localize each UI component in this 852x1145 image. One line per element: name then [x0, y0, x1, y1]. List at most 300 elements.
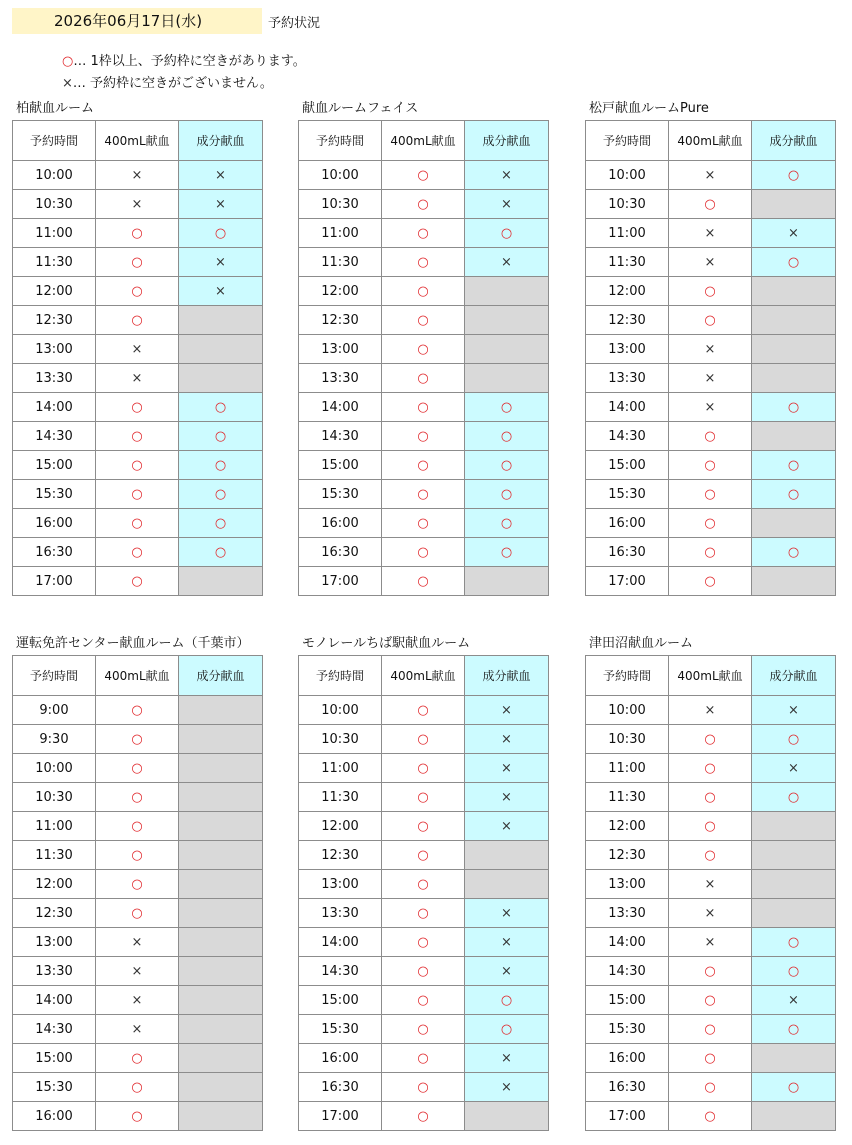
component-unavailable-cell [179, 725, 263, 754]
col-header-400ml: 400mL献血 [96, 121, 179, 161]
legend-available [62, 50, 306, 69]
whole-blood-status: ○ [669, 277, 752, 306]
table-row [299, 190, 549, 219]
table-row [13, 783, 263, 812]
whole-blood-status: × [96, 335, 179, 364]
header-row [13, 121, 263, 161]
table-row [299, 812, 549, 841]
component-unavailable-cell [179, 1073, 263, 1102]
component-unavailable-cell [465, 1102, 549, 1131]
whole-blood-status: ○ [96, 812, 179, 841]
component-unavailable-cell [179, 306, 263, 335]
whole-blood-status: ○ [96, 870, 179, 899]
header-row [13, 656, 263, 696]
table-row [586, 1073, 836, 1102]
component-status: ○ [752, 928, 836, 957]
whole-blood-status: ○ [669, 957, 752, 986]
legend-available-symbol: ○ [62, 54, 74, 69]
time-cell: 17:00 [299, 567, 382, 596]
component-status: × [465, 161, 549, 190]
col-header-400ml: 400mL献血 [669, 121, 752, 161]
time-cell: 13:30 [586, 364, 669, 393]
whole-blood-status: ○ [382, 1044, 465, 1073]
col-header-component: 成分献血 [465, 121, 549, 161]
status-title: 予約状況 [268, 16, 321, 31]
table-row [586, 928, 836, 957]
table-row [299, 451, 549, 480]
component-status: ○ [465, 422, 549, 451]
component-unavailable-cell [179, 783, 263, 812]
time-cell: 12:00 [13, 870, 96, 899]
table-row [586, 783, 836, 812]
whole-blood-status: × [669, 335, 752, 364]
table-row [299, 480, 549, 509]
component-status: ○ [179, 422, 263, 451]
whole-blood-status: ○ [669, 754, 752, 783]
time-cell: 11:00 [299, 219, 382, 248]
table-row [13, 567, 263, 596]
component-unavailable-cell [465, 306, 549, 335]
table-row [13, 161, 263, 190]
component-status: ○ [465, 986, 549, 1015]
col-header-time: 予約時間 [299, 656, 382, 696]
time-cell: 14:00 [13, 986, 96, 1015]
time-cell: 10:30 [13, 190, 96, 219]
component-status: ○ [179, 393, 263, 422]
table-row [299, 928, 549, 957]
time-cell: 13:30 [299, 364, 382, 393]
whole-blood-status: ○ [382, 422, 465, 451]
whole-blood-status: ○ [96, 451, 179, 480]
whole-blood-status: ○ [382, 1015, 465, 1044]
table-row [586, 451, 836, 480]
component-status: × [179, 190, 263, 219]
legend-available-text: … 1枠以上、予約枠に空きがあります。 [73, 54, 306, 69]
time-cell: 13:00 [586, 335, 669, 364]
whole-blood-status: ○ [382, 393, 465, 422]
col-header-component: 成分献血 [179, 656, 263, 696]
table-row [299, 422, 549, 451]
whole-blood-status: ○ [382, 696, 465, 725]
table-row [299, 986, 549, 1015]
time-cell: 15:00 [13, 1044, 96, 1073]
table-row [13, 306, 263, 335]
component-status: ○ [752, 248, 836, 277]
whole-blood-status: ○ [96, 277, 179, 306]
date-banner: 2026年06月17日(水) [12, 8, 262, 34]
time-cell: 13:30 [299, 899, 382, 928]
component-unavailable-cell [179, 696, 263, 725]
whole-blood-status: ○ [382, 538, 465, 567]
whole-blood-status: ○ [669, 725, 752, 754]
whole-blood-status: ○ [382, 364, 465, 393]
schedule-table [585, 120, 836, 596]
table-row [586, 422, 836, 451]
table-row [13, 480, 263, 509]
time-cell: 12:30 [299, 841, 382, 870]
whole-blood-status: ○ [96, 538, 179, 567]
time-cell: 11:30 [299, 783, 382, 812]
time-cell: 13:00 [299, 870, 382, 899]
whole-blood-status: ○ [96, 1044, 179, 1073]
table-row [13, 393, 263, 422]
component-unavailable-cell [179, 754, 263, 783]
table-row [299, 306, 549, 335]
table-row [586, 567, 836, 596]
whole-blood-status: × [669, 219, 752, 248]
table-row [13, 248, 263, 277]
whole-blood-status: ○ [382, 190, 465, 219]
component-status: × [465, 957, 549, 986]
whole-blood-status: ○ [382, 509, 465, 538]
component-status: × [465, 899, 549, 928]
component-status: × [752, 696, 836, 725]
component-status: ○ [179, 538, 263, 567]
col-header-time: 予約時間 [13, 656, 96, 696]
whole-blood-status: × [669, 364, 752, 393]
time-cell: 13:00 [13, 335, 96, 364]
component-unavailable-cell [465, 567, 549, 596]
time-cell: 12:00 [586, 812, 669, 841]
table-row [13, 812, 263, 841]
whole-blood-status: ○ [669, 567, 752, 596]
time-cell: 10:00 [586, 161, 669, 190]
component-unavailable-cell [179, 567, 263, 596]
whole-blood-status: ○ [96, 841, 179, 870]
component-unavailable-cell [752, 335, 836, 364]
whole-blood-status: ○ [382, 841, 465, 870]
time-cell: 9:00 [13, 696, 96, 725]
time-cell: 16:00 [586, 1044, 669, 1073]
component-status: × [465, 928, 549, 957]
time-cell: 15:30 [299, 480, 382, 509]
time-cell: 17:00 [586, 567, 669, 596]
whole-blood-status: ○ [96, 393, 179, 422]
whole-blood-status: ○ [382, 725, 465, 754]
whole-blood-status: × [96, 986, 179, 1015]
table-row [299, 161, 549, 190]
time-cell: 16:30 [13, 538, 96, 567]
time-cell: 17:00 [586, 1102, 669, 1131]
whole-blood-status: ○ [669, 480, 752, 509]
whole-blood-status: ○ [382, 161, 465, 190]
whole-blood-status: ○ [382, 248, 465, 277]
table-row [586, 509, 836, 538]
whole-blood-status: × [96, 364, 179, 393]
component-status: ○ [179, 509, 263, 538]
time-cell: 12:00 [299, 277, 382, 306]
component-status: ○ [752, 783, 836, 812]
table-row [299, 567, 549, 596]
component-unavailable-cell [179, 335, 263, 364]
room-title: 松戸献血ルームPure [589, 101, 709, 116]
component-unavailable-cell [179, 928, 263, 957]
time-cell: 10:00 [299, 696, 382, 725]
whole-blood-status: ○ [96, 219, 179, 248]
component-unavailable-cell [179, 957, 263, 986]
time-cell: 14:00 [586, 928, 669, 957]
whole-blood-status: ○ [382, 335, 465, 364]
whole-blood-status: ○ [96, 754, 179, 783]
component-status: ○ [465, 538, 549, 567]
whole-blood-status: ○ [382, 1073, 465, 1102]
time-cell: 12:30 [586, 306, 669, 335]
header-row [299, 656, 549, 696]
time-cell: 13:30 [13, 957, 96, 986]
time-cell: 15:30 [299, 1015, 382, 1044]
whole-blood-status: ○ [382, 306, 465, 335]
table-row [586, 725, 836, 754]
time-cell: 14:30 [299, 957, 382, 986]
whole-blood-status: × [669, 899, 752, 928]
component-unavailable-cell [179, 1015, 263, 1044]
time-cell: 15:00 [586, 986, 669, 1015]
time-cell: 12:00 [586, 277, 669, 306]
table-row [299, 957, 549, 986]
time-cell: 14:30 [13, 1015, 96, 1044]
table-row [13, 422, 263, 451]
time-cell: 15:00 [299, 451, 382, 480]
whole-blood-status: × [96, 190, 179, 219]
table-row [13, 1073, 263, 1102]
table-row [299, 870, 549, 899]
component-status: ○ [465, 509, 549, 538]
col-header-400ml: 400mL献血 [382, 121, 465, 161]
whole-blood-status: × [669, 870, 752, 899]
component-status: ○ [752, 725, 836, 754]
table-row [299, 783, 549, 812]
whole-blood-status: ○ [382, 277, 465, 306]
table-row [586, 480, 836, 509]
table-row [299, 509, 549, 538]
table-row [13, 754, 263, 783]
table-row [299, 393, 549, 422]
time-cell: 11:00 [586, 754, 669, 783]
table-row [299, 219, 549, 248]
whole-blood-status: ○ [382, 899, 465, 928]
component-status: × [179, 161, 263, 190]
component-unavailable-cell [752, 306, 836, 335]
time-cell: 11:00 [13, 812, 96, 841]
time-cell: 17:00 [13, 567, 96, 596]
time-cell: 15:00 [299, 986, 382, 1015]
component-status: × [465, 754, 549, 783]
schedule-table [585, 655, 836, 1131]
time-cell: 16:00 [586, 509, 669, 538]
table-row [586, 277, 836, 306]
time-cell: 10:30 [586, 725, 669, 754]
col-header-time: 予約時間 [586, 121, 669, 161]
table-row [299, 725, 549, 754]
legend-full-text: … 予約枠に空きがございません。 [72, 76, 273, 91]
component-unavailable-cell [179, 1044, 263, 1073]
table-row [13, 1044, 263, 1073]
component-unavailable-cell [179, 986, 263, 1015]
time-cell: 14:30 [586, 957, 669, 986]
room-title: 柏献血ルーム [16, 101, 95, 116]
table-row [13, 1015, 263, 1044]
whole-blood-status: ○ [669, 783, 752, 812]
whole-blood-status: ○ [669, 986, 752, 1015]
component-unavailable-cell [179, 364, 263, 393]
table-row [13, 509, 263, 538]
table-row [13, 277, 263, 306]
time-cell: 10:00 [586, 696, 669, 725]
table-row [586, 986, 836, 1015]
time-cell: 17:00 [299, 1102, 382, 1131]
whole-blood-status: ○ [96, 422, 179, 451]
col-header-component: 成分献血 [752, 656, 836, 696]
whole-blood-status: ○ [669, 509, 752, 538]
room-title: 運転免許センター献血ルーム（千葉市） [16, 636, 250, 651]
time-cell: 15:30 [586, 480, 669, 509]
table-row [13, 696, 263, 725]
time-cell: 12:30 [13, 306, 96, 335]
component-status: ○ [465, 1015, 549, 1044]
col-header-component: 成分献血 [752, 121, 836, 161]
table-row [299, 1102, 549, 1131]
whole-blood-status: ○ [382, 219, 465, 248]
table-row [299, 335, 549, 364]
legend-full-symbol: × [62, 76, 73, 91]
component-status: × [465, 248, 549, 277]
whole-blood-status: × [669, 248, 752, 277]
component-unavailable-cell [752, 899, 836, 928]
component-status: ○ [752, 957, 836, 986]
component-unavailable-cell [752, 509, 836, 538]
time-cell: 15:00 [586, 451, 669, 480]
component-unavailable-cell [465, 277, 549, 306]
time-cell: 10:00 [13, 161, 96, 190]
component-unavailable-cell [752, 841, 836, 870]
component-unavailable-cell [465, 335, 549, 364]
room-title: モノレールちば駅献血ルーム [302, 636, 471, 651]
component-unavailable-cell [465, 870, 549, 899]
legend-full [62, 72, 273, 91]
component-status: × [752, 219, 836, 248]
table-row [299, 364, 549, 393]
time-cell: 14:00 [586, 393, 669, 422]
whole-blood-status: ○ [669, 190, 752, 219]
time-cell: 14:00 [299, 928, 382, 957]
component-unavailable-cell [179, 841, 263, 870]
whole-blood-status: ○ [96, 783, 179, 812]
whole-blood-status: ○ [382, 1102, 465, 1131]
table-row [13, 451, 263, 480]
whole-blood-status: ○ [669, 306, 752, 335]
whole-blood-status: ○ [669, 812, 752, 841]
whole-blood-status: × [96, 161, 179, 190]
table-row [299, 841, 549, 870]
time-cell: 16:30 [299, 538, 382, 567]
table-row [13, 899, 263, 928]
whole-blood-status: ○ [669, 1102, 752, 1131]
whole-blood-status: ○ [669, 538, 752, 567]
component-status: × [752, 754, 836, 783]
table-row [586, 393, 836, 422]
table-row [586, 812, 836, 841]
component-unavailable-cell [752, 422, 836, 451]
component-unavailable-cell [465, 364, 549, 393]
time-cell: 10:30 [13, 783, 96, 812]
time-cell: 11:30 [586, 248, 669, 277]
whole-blood-status: ○ [96, 248, 179, 277]
col-header-time: 予約時間 [13, 121, 96, 161]
component-unavailable-cell [752, 190, 836, 219]
component-status: ○ [752, 161, 836, 190]
table-row [586, 841, 836, 870]
time-cell: 16:30 [586, 1073, 669, 1102]
component-status: ○ [179, 480, 263, 509]
table-row [13, 364, 263, 393]
time-cell: 10:30 [299, 190, 382, 219]
table-row [13, 335, 263, 364]
time-cell: 13:00 [586, 870, 669, 899]
time-cell: 11:30 [13, 841, 96, 870]
header-row [586, 656, 836, 696]
table-row [586, 1044, 836, 1073]
component-status: × [179, 277, 263, 306]
schedule-table [12, 655, 263, 1131]
whole-blood-status: ○ [382, 957, 465, 986]
time-cell: 14:30 [299, 422, 382, 451]
component-unavailable-cell [465, 841, 549, 870]
time-cell: 9:30 [13, 725, 96, 754]
table-row [299, 277, 549, 306]
table-row [586, 248, 836, 277]
time-cell: 14:00 [299, 393, 382, 422]
table-row [586, 190, 836, 219]
table-row [299, 1073, 549, 1102]
col-header-400ml: 400mL献血 [382, 656, 465, 696]
component-unavailable-cell [179, 1102, 263, 1131]
component-status: ○ [752, 480, 836, 509]
time-cell: 11:00 [299, 754, 382, 783]
table-row [13, 986, 263, 1015]
whole-blood-status: ○ [96, 725, 179, 754]
component-status: ○ [752, 538, 836, 567]
table-row [299, 1015, 549, 1044]
component-status: ○ [179, 219, 263, 248]
whole-blood-status: ○ [382, 480, 465, 509]
table-row [586, 899, 836, 928]
time-cell: 10:30 [586, 190, 669, 219]
whole-blood-status: ○ [382, 986, 465, 1015]
time-cell: 10:30 [299, 725, 382, 754]
col-header-time: 予約時間 [586, 656, 669, 696]
table-row [586, 957, 836, 986]
component-status: ○ [465, 480, 549, 509]
table-row [586, 1015, 836, 1044]
component-unavailable-cell [752, 1102, 836, 1131]
time-cell: 14:00 [13, 393, 96, 422]
table-row [13, 957, 263, 986]
whole-blood-status: ○ [382, 783, 465, 812]
time-cell: 11:30 [299, 248, 382, 277]
whole-blood-status: × [96, 928, 179, 957]
whole-blood-status: × [96, 957, 179, 986]
col-header-component: 成分献血 [465, 656, 549, 696]
table-row [586, 335, 836, 364]
component-status: × [179, 248, 263, 277]
header-row [586, 121, 836, 161]
time-cell: 15:30 [13, 1073, 96, 1102]
component-status: × [465, 696, 549, 725]
whole-blood-status: ○ [669, 841, 752, 870]
time-cell: 12:00 [13, 277, 96, 306]
schedule-table [12, 120, 263, 596]
table-row [586, 364, 836, 393]
